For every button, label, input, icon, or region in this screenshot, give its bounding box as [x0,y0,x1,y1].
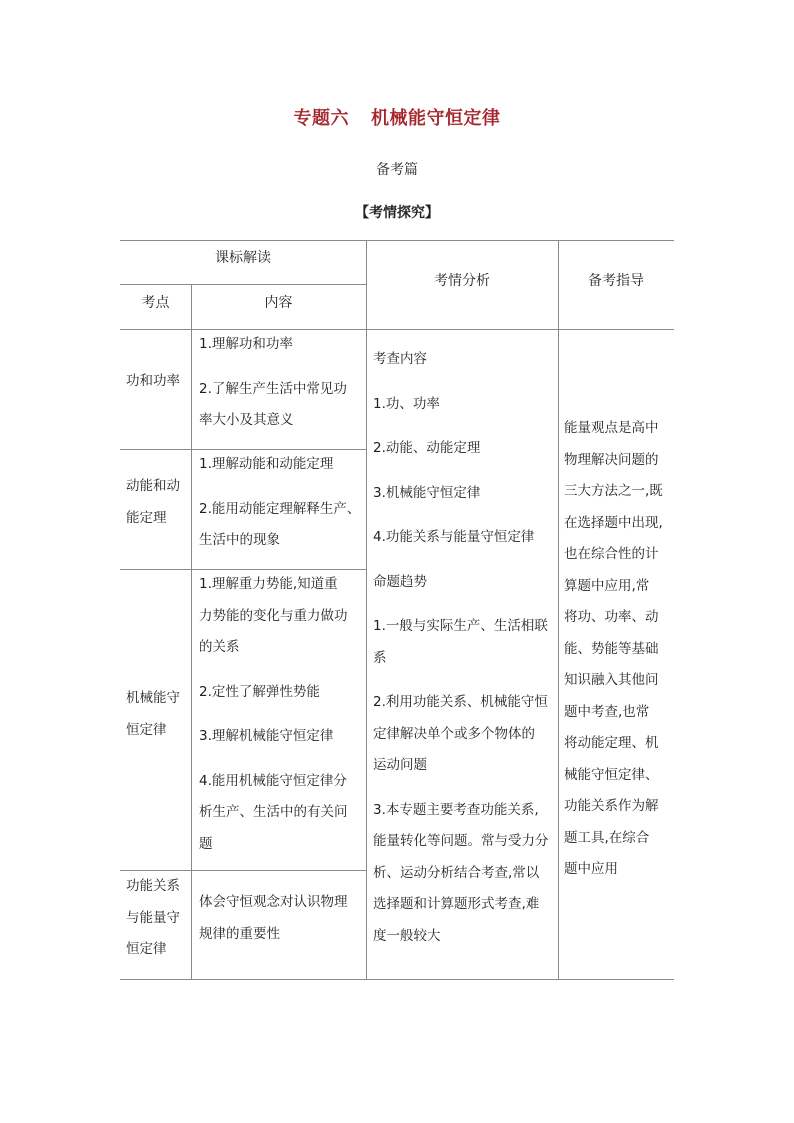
cell-line: 2.能用动能定理解释生产、 [199,500,361,517]
cell-line: 生活中的现象 [199,532,280,548]
guide-line: 也在综合性的计 [564,546,659,562]
guide-line: 械能守恒定律、 [564,766,659,783]
analysis-line: 度一般较大 [373,927,441,944]
header-point: 考点 [141,295,170,311]
cell-line: 机械能守 [126,690,180,706]
analysis-line: 2.动能、动能定理 [373,440,481,456]
analysis-line: 定律解决单个或多个物体的 [373,725,535,742]
title-topic: 机械能守恒定律 [371,108,501,129]
header-divider [120,284,366,285]
table-cell [126,471,180,534]
guide-line: 能量观点是高中 [564,420,659,436]
cell-line: 2.了解生产生活中常见功 [199,380,347,397]
cell-line: 力势能的变化与重力做功 [199,607,348,624]
table-cell [199,569,348,860]
guide-line: 能、势能等基础 [564,640,659,657]
cell-line: 能定理 [126,509,167,526]
table-bottom-border [120,979,674,980]
cell-line: 功和功率 [126,373,180,389]
analysis-line: 1.一般与实际生产、生活相联 [373,618,548,634]
analysis-line: 3.机械能守恒定律 [373,484,481,501]
header-content: 内容 [264,295,293,311]
guide-line: 知识融入其他问 [564,672,659,688]
table-cell [199,449,360,557]
analysis-heading: 考查内容 [373,351,427,367]
table-top-border [120,240,674,241]
cell-line: 功能关系 [126,878,180,894]
cell-line: 2.定性了解弹性势能 [199,683,320,700]
guide-line: 算题中应用,常 [564,577,650,594]
guide-line: 功能关系作为解 [564,798,659,814]
table-cell [126,871,180,966]
header-guide: 备考指导 [588,273,644,289]
cell-line: 与能量守 [126,909,180,926]
table-cell [199,887,348,950]
analysis-line: 3.本专题主要考查功能关系, [373,801,539,818]
analysis-line: 能量转化等问题。常与受力分 [373,833,549,849]
analysis-cell [373,344,549,952]
col-divider-analysis [366,240,367,979]
analysis-line: 析、运动分析结合考查,常以 [373,864,540,881]
cell-line: 1.理解重力势能,知道重 [199,576,338,592]
table-cell [199,329,347,437]
subtitle: 备考篇 [376,162,418,178]
cell-line: 题 [199,835,213,852]
guide-cell [564,413,663,886]
analysis-line: 1.功、功率 [373,395,440,412]
cell-line: 恒定律 [126,721,167,738]
table-cell [126,683,180,746]
guide-line: 在选择题中出现, [564,514,663,531]
analysis-line: 选择题和计算题形式考查,难 [373,896,540,912]
section-title: 【考情探究】 [355,205,439,221]
analysis-line: 2.利用功能关系、机械能守恒 [373,694,548,710]
guide-line: 题中应用 [564,861,618,877]
guide-line: 物理解决问题的 [564,451,659,468]
cell-line: 1.理解动能和动能定理 [199,456,334,472]
analysis-line: 4.功能关系与能量守恒定律 [373,529,535,545]
cell-line: 动能和动 [126,478,180,494]
analysis-heading: 命题趋势 [373,573,427,590]
guide-line: 题工具,在综合 [564,829,650,846]
cell-line: 1.理解功和功率 [199,336,293,352]
cell-line: 3.理解机械能守恒定律 [199,728,334,744]
cell-line: 规律的重要性 [199,925,280,942]
cell-line: 率大小及其意义 [199,412,294,428]
page-title [0,104,794,130]
cell-line: 的关系 [199,639,240,655]
col-divider-guide [558,240,559,979]
header-group: 课标解读 [215,250,271,266]
cell-line: 析生产、生活中的有关问 [199,804,348,820]
col-divider-point [191,284,192,979]
guide-line: 题中考查,也常 [564,703,650,720]
table-cell [126,366,180,398]
title-chapter: 专题六 [293,108,349,129]
guide-line: 将功、功率、动 [564,609,659,625]
guide-line: 三大方法之一,既 [564,483,663,499]
cell-line: 4.能用机械能守恒定律分 [199,772,347,789]
analysis-line: 运动问题 [373,757,427,773]
header-analysis: 考情分析 [434,273,490,289]
cell-line: 恒定律 [126,941,167,957]
guide-line: 将动能定理、机 [564,735,659,751]
cell-line: 体会守恒观念对认识物理 [199,894,348,910]
analysis-line: 系 [373,649,387,666]
